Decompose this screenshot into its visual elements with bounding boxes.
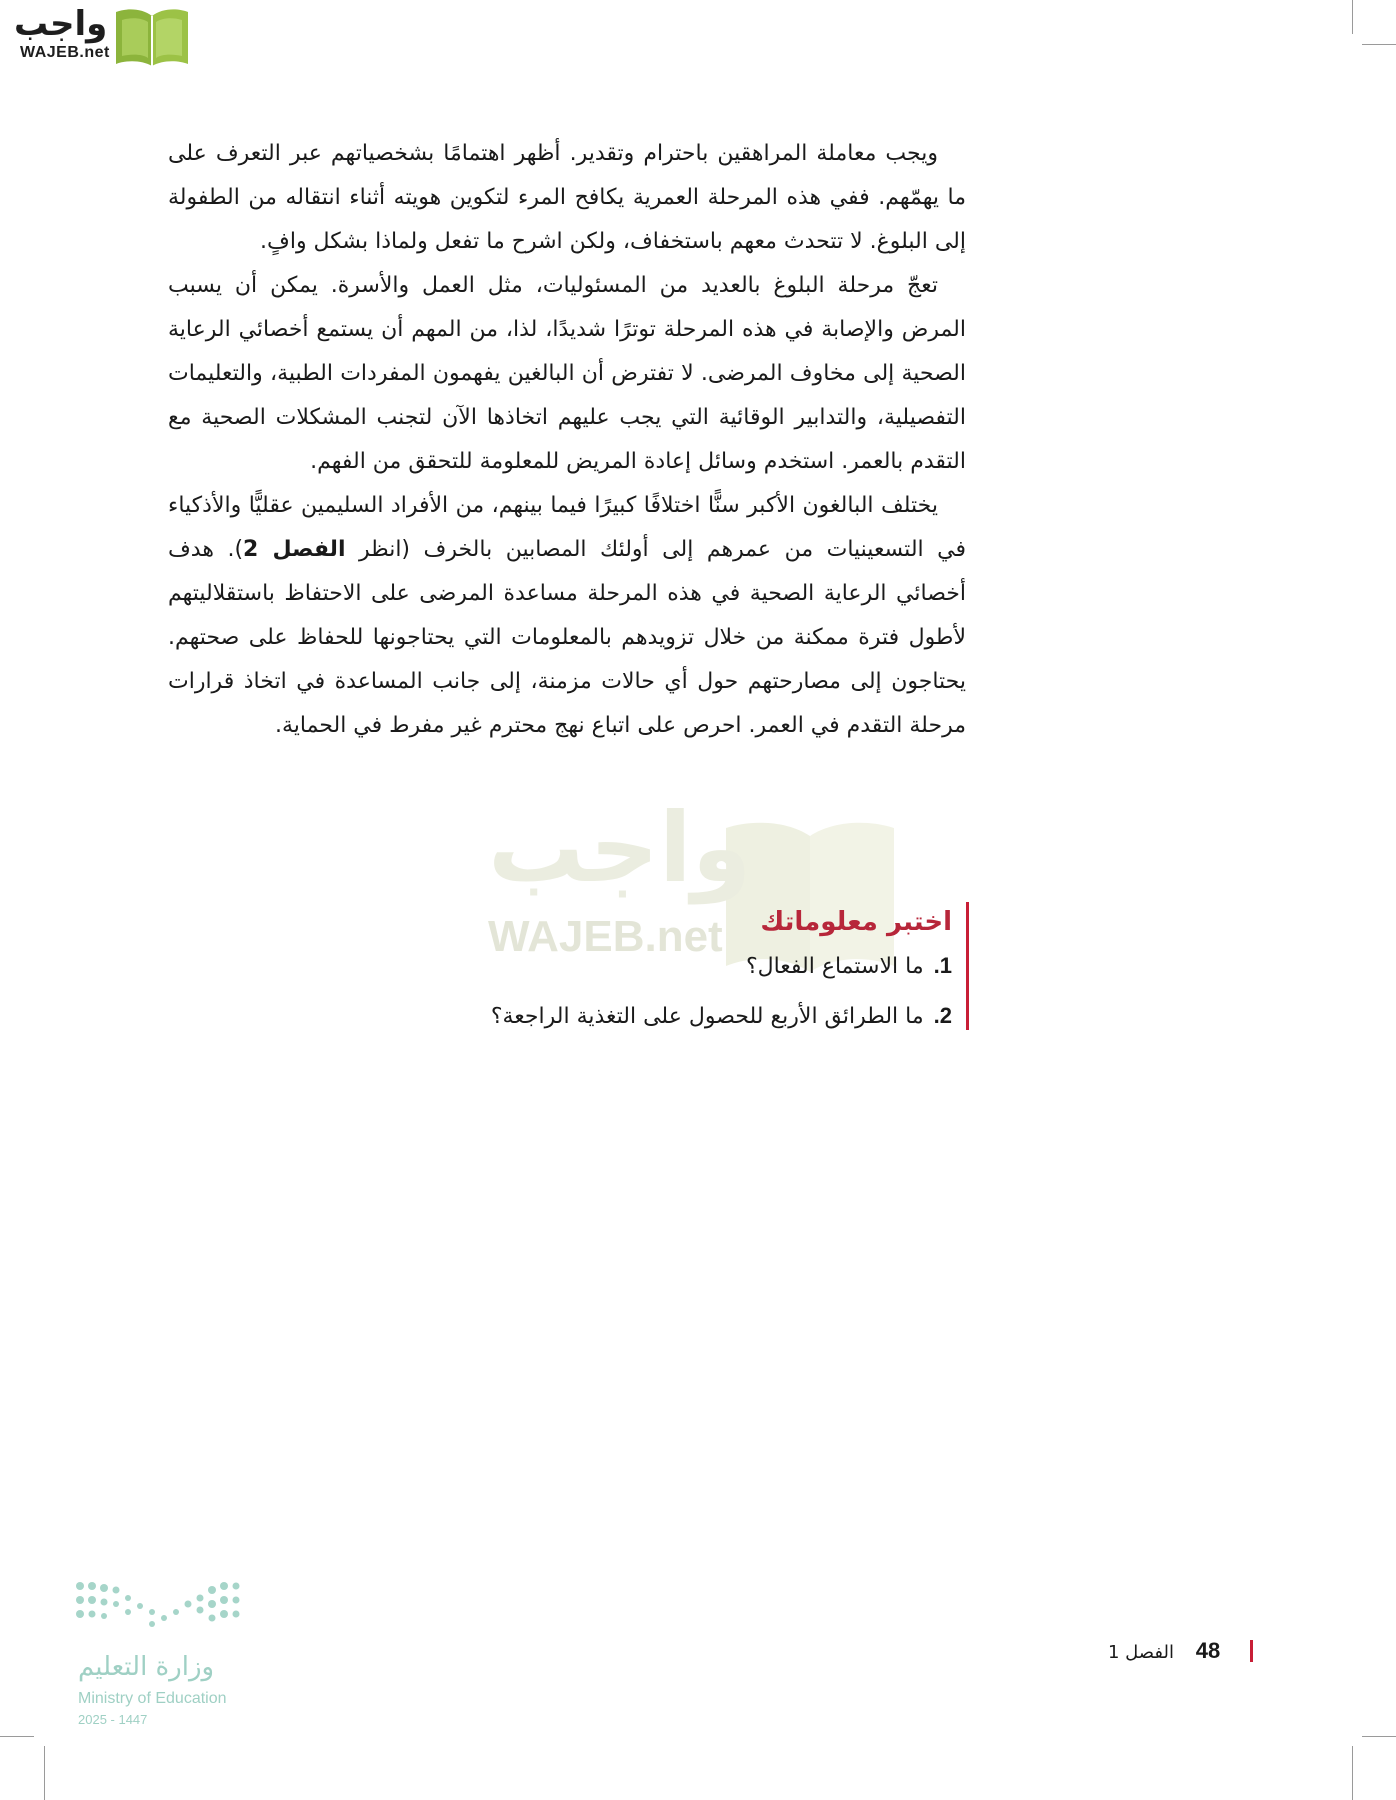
crop-mark — [1352, 1746, 1353, 1800]
quiz-question-text: ما الاستماع الفعال؟ — [745, 954, 924, 979]
quiz-question-number: 2. — [933, 1003, 952, 1028]
crop-mark — [1352, 0, 1353, 34]
page-number: 48 — [1195, 1638, 1221, 1663]
ministry-year: 2025 - 1447 — [78, 1712, 148, 1727]
footer-accent-bar — [1250, 1640, 1253, 1662]
paragraph-adolescents: ويجب معاملة المراهقين باحترام وتقدير. أظهر اهتمامًا بشخصياتهم عبر التعرف على ما يهمّهم. ففي هذه المرحلة العمرية يكافح المرء لتكوين هويته أثناء انتقاله من الطفولة إلى البلوغ. لا تتحدث معهم باستخفاف، ولكن اشرح ما تفعل ولماذا بشكل وافٍ. — [168, 141, 966, 254]
paragraph-older-adults-part1: يختلف البالغون الأكبر سنًّا اختلافًا كبيرًا فيما بينهم، من الأفراد السليمين عقليًّا والأذكياء في التسعينيات من عمرهم إلى أولئك المصابين بالخرف (انظر — [168, 493, 967, 562]
crop-mark — [1362, 1736, 1396, 1737]
body-text — [168, 132, 966, 748]
logo-arabic-text: واجب — [14, 4, 108, 44]
logo-latin-text: WAJEB.net — [20, 44, 110, 61]
quiz-question-2 — [491, 996, 952, 1037]
paragraph-older-adults — [168, 484, 966, 748]
ministry-dots-icon — [70, 1576, 240, 1646]
quiz-question-text: ما الطرائق الأربع للحصول على التغذية الراجعة؟ — [490, 1004, 924, 1029]
quiz-question-1 — [746, 946, 952, 987]
crop-mark — [0, 1736, 34, 1737]
ministry-english-name: Ministry of Education — [78, 1690, 227, 1707]
chapter-reference: الفصل 2 — [243, 537, 346, 562]
book-icon — [112, 6, 192, 68]
paragraph-older-adults-part2: ). هدف أخصائي الرعاية الصحية في هذه المرحلة مساعدة المرضى على الاحتفاظ باستقلاليتهم لأطول فترة ممكنة من خلال تزويدهم بالمعلومات التي يحتاجونها للحفاظ على صحتهم. يحتاجون إلى مصارحتهم حول أي حالات مزمنة، إلى جانب المساعدة في اتخاذ قرارات مرحلة التقدم في العمر. احرص على اتباع نهج محترم غير مفرط في الحماية. — [168, 537, 966, 738]
quiz-question-number: 1. — [933, 953, 952, 978]
watermark-latin: WAJEB.net — [488, 912, 723, 961]
watermark-arabic: واجب — [488, 792, 752, 904]
crop-mark — [1362, 44, 1396, 45]
page-footer — [1108, 1636, 1220, 1666]
ministry-logo — [70, 1576, 260, 1736]
crop-mark — [44, 1746, 45, 1800]
paragraph-adults: تعجّ مرحلة البلوغ بالعديد من المسئوليات، مثل العمل والأسرة. يمكن أن يسبب المرض والإصابة في هذه المرحلة توترًا شديدًا، لذا، من المهم أن يستمع أخصائي الرعاية الصحية إلى مخاوف المرضى. لا تفترض أن البالغين يفهمون المفردات الطبية، والتعليمات التفصيلية، والتدابير الوقائية التي يجب عليهم اتخاذها الآن لتجنب المشكلات الصحية مع التقدم بالعمر. استخدم وسائل إعادة المريض للمعلومة للتحقق من الفهم. — [168, 273, 966, 474]
chapter-label: الفصل 1 — [1108, 1642, 1175, 1663]
knowledge-check — [430, 902, 969, 1030]
wajeb-logo[interactable] — [8, 4, 192, 68]
knowledge-check-title: اختبر معلوماتك — [760, 907, 952, 937]
ministry-arabic-name: وزارة التعليم — [78, 1652, 215, 1682]
